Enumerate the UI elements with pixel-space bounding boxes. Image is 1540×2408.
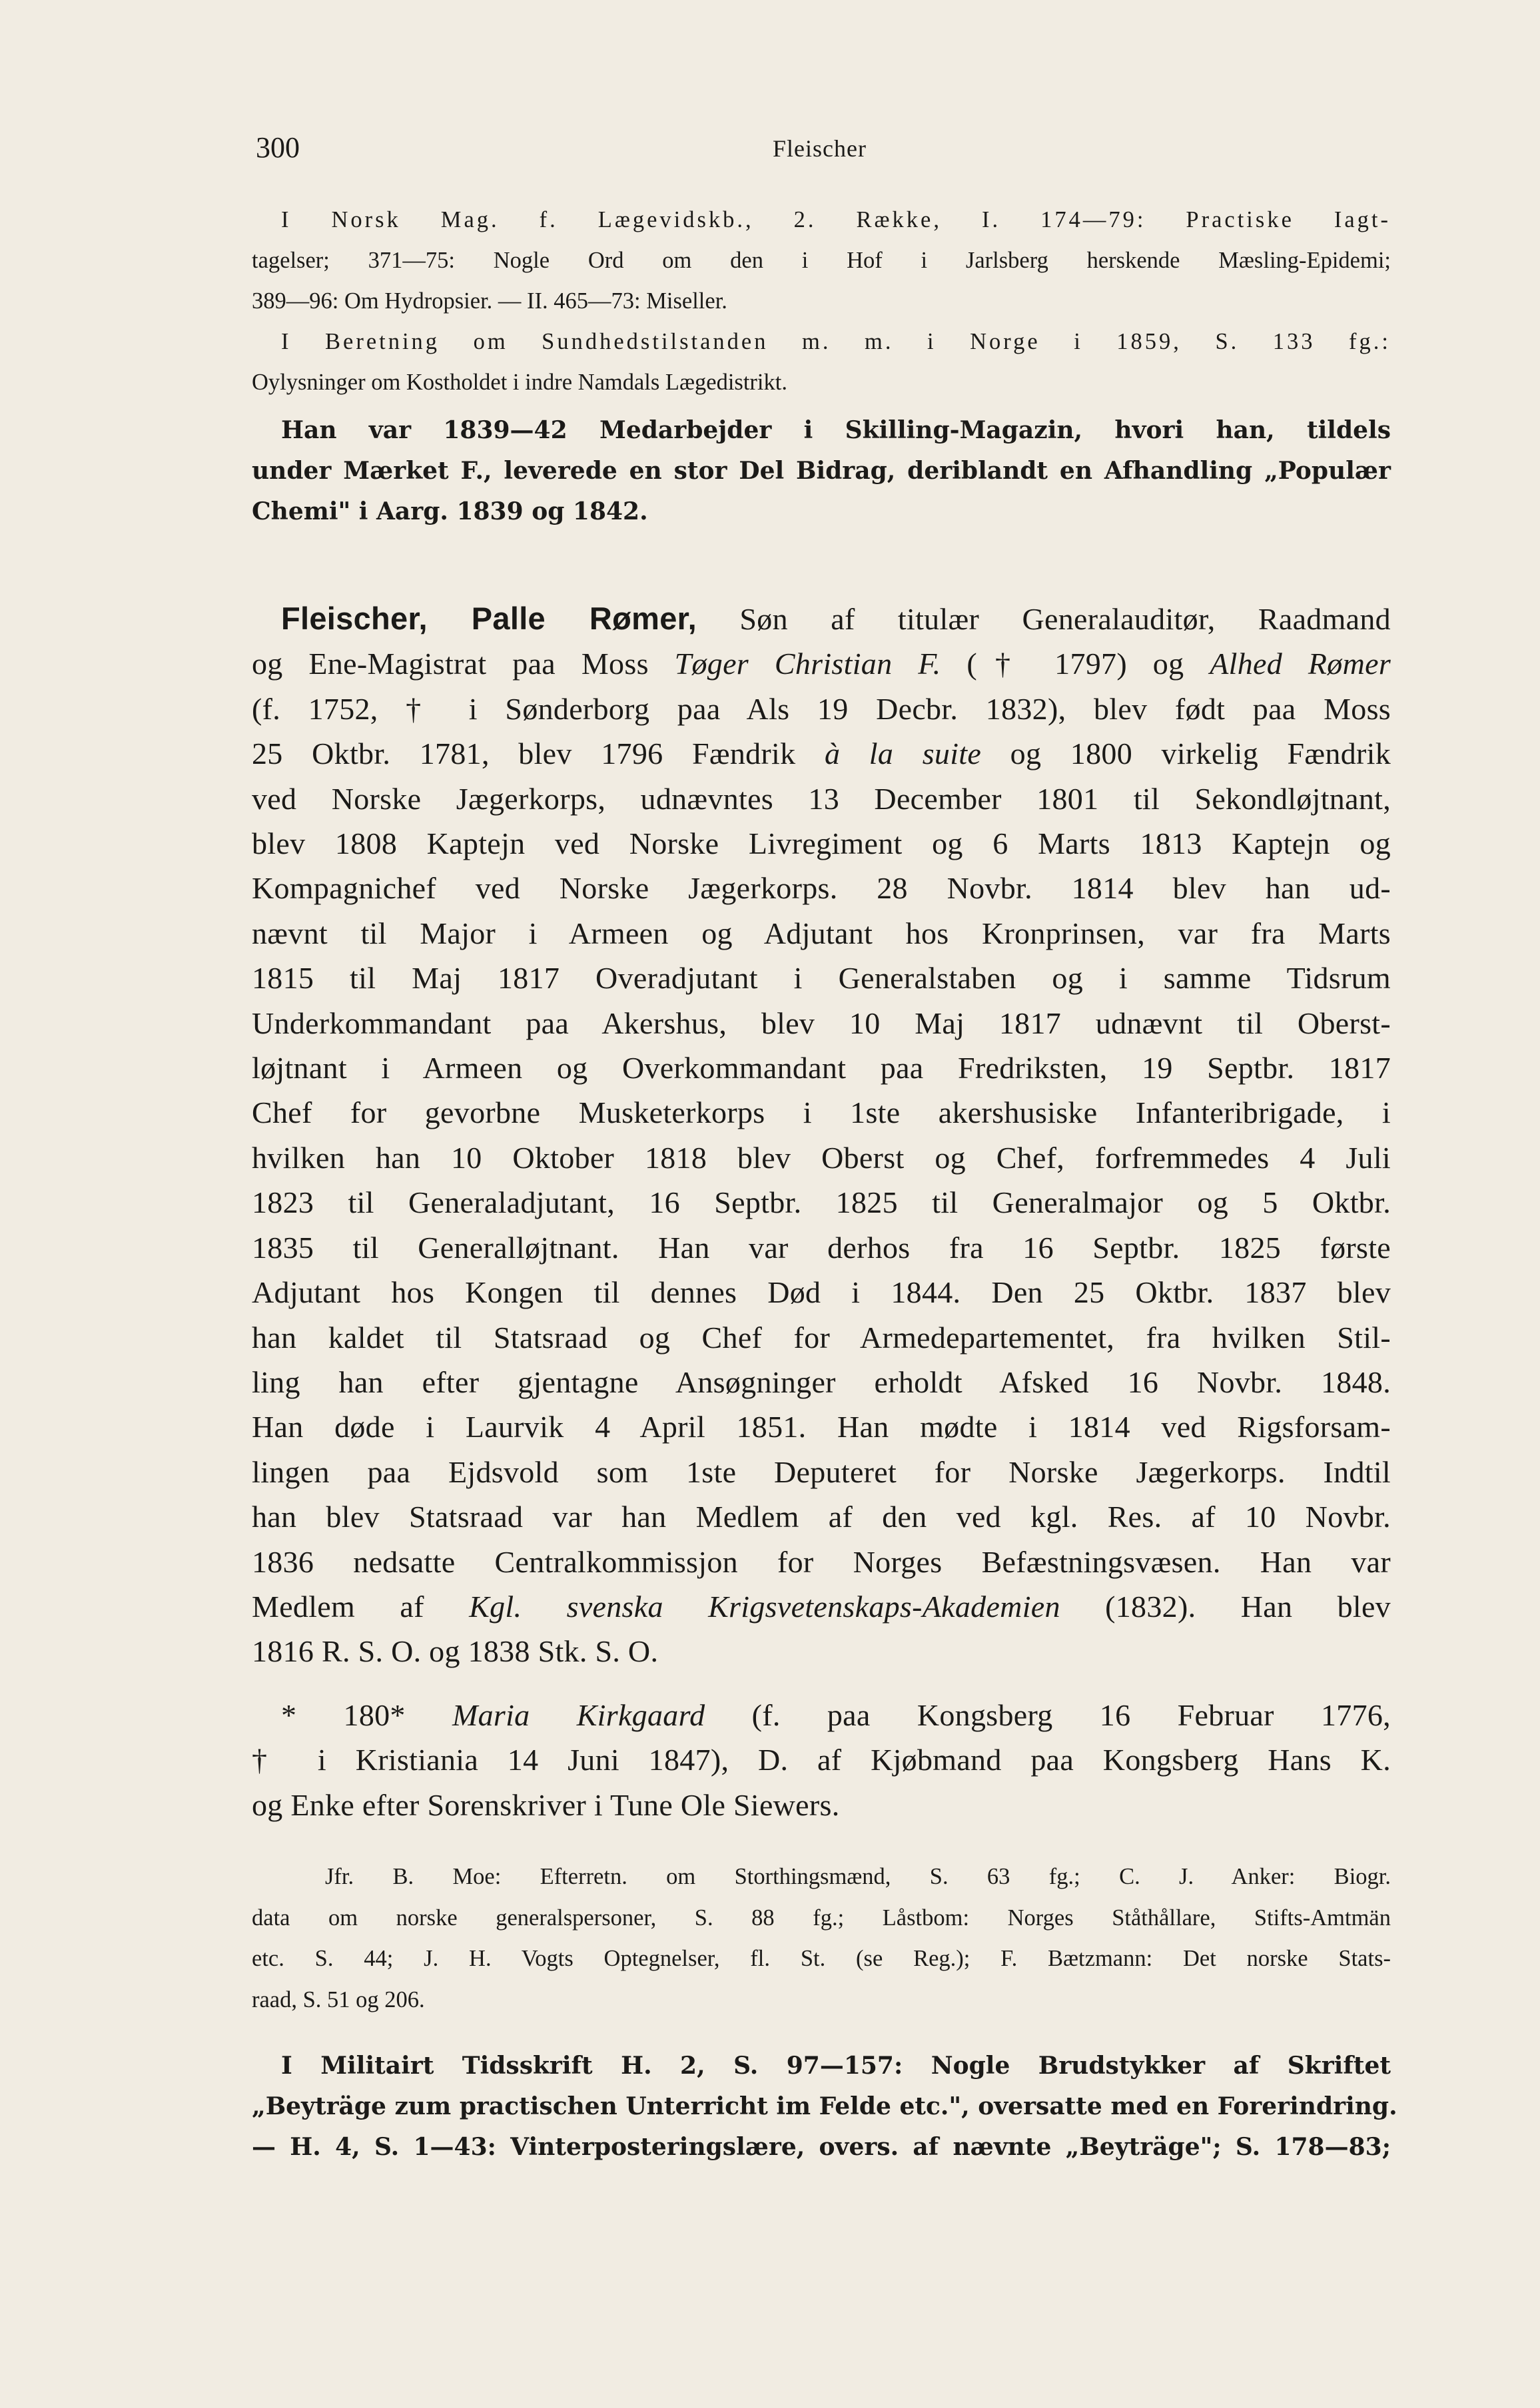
text-line: ved Norske Jægerkorps, udnævntes 13 December 1801 til Sekondløjtnant, (252, 781, 1391, 816)
text-line: 1815 til Maj 1817 Overadjutant i Generalstaben og i samme Tidsrum (252, 961, 1391, 996)
text-line: etc. S. 44; J. H. Vogts Optegnelser, fl. St. (se Reg.); F. Bætzmann: Det norske Stats- (252, 1946, 1391, 1971)
text-line: og Ene-Magistrat paa Moss Tøger Christian F. († 1797) og Alhed Rømer (252, 647, 1391, 681)
text-line: Underkommandant paa Akershus, blev 10 Maj 1817 udnævnt til Oberst- (252, 1006, 1391, 1040)
text-line: 25 Oktbr. 1781, blev 1796 Fændrik à la suite og 1800 virkelig Fændrik (252, 737, 1391, 771)
text-line: † i Kristiania 14 Juni 1847), D. af Kjøbmand paa Kongsberg Hans K. (252, 1743, 1391, 1777)
text-line: Kompagnichef ved Norske Jægerkorps. 28 Novbr. 1814 blev han ud- (252, 871, 1391, 906)
text-line: (f. 1752, † i Sønderborg paa Als 19 Decbr. 1832), blev født paa Moss (252, 691, 1391, 726)
text-line: han blev Statsraad var han Medlem af den ved kgl. Res. af 10 Novbr. (252, 1500, 1391, 1534)
text-line: Medlem af Kgl. svenska Krigsvetenskaps-Akademien (1832). Han blev (252, 1589, 1391, 1624)
text-line: I Militairt Tidsskrift H. 2, S. 97—157: Nogle Brudstykker af Skriftet (281, 2052, 1391, 2080)
text-line: lingen paa Ejdsvold som 1ste Deputeret for Norske Jægerkorps. Indtil (252, 1454, 1391, 1489)
biography-entry (252, 596, 1391, 1674)
text-line: hvilken han 10 Oktober 1818 blev Oberst og Chef, forfremmedes 4 Juli (252, 1140, 1391, 1175)
text-line: blev 1808 Kaptejn ved Norske Livregiment og 6 Marts 1813 Kaptejn og (252, 826, 1391, 861)
entry-lemma: Fleischer, Palle Rømer, (281, 601, 697, 636)
fraktur-bottom-paragraph (252, 2046, 1397, 2168)
text-line: Oylysninger om Kostholdet i indre Namdals Lægedistrikt. (252, 370, 787, 395)
running-title: Fleischer (773, 135, 867, 162)
text-line: I Beretning om Sundhedstilstanden m. m. i Norge i 1859, S. 133 fg.: (281, 329, 1391, 354)
text-line: Chef for gevorbne Musketerkorps i 1ste akershusiske Infanteribrigade, i (252, 1095, 1391, 1130)
text-line: under Mærket F., leverede en stor Del Bidrag, deriblandt en Afhandling „Populær (252, 457, 1391, 485)
text-line: Han var 1839—42 Medarbejder i Skilling-Magazin, hvori han, tildels (281, 416, 1391, 444)
text-line: „Beyträge zum practischen Unterricht im Felde etc.", oversatte med en Forerindring. (252, 2092, 1397, 2120)
page-header (256, 131, 1401, 170)
text-line: 1823 til Generaladjutant, 16 Septbr. 1825 til Generalmajor og 5 Oktbr. (252, 1185, 1391, 1220)
text-line: data om norske generalspersoner, S. 88 fg.; Låstbom: Norges Ståthållare, Stifts-Amtmän (252, 1905, 1391, 1931)
text-line: nævnt til Major i Armeen og Adjutant hos Kronprinsen, var fra Marts (252, 916, 1391, 950)
top-bibliography (252, 200, 1391, 403)
text-line: Fleischer, Palle Rømer, Søn af titulær Generalauditør, Raadmand (281, 601, 1391, 636)
fraktur-paragraph (252, 410, 1391, 532)
spouse-name: Maria Kirkgaard (452, 1698, 705, 1732)
text-line: og Enke efter Sorenskriver i Tune Ole Siewers. (252, 1787, 840, 1822)
academy-name: Kgl. svenska Krigsvetenskaps-Akademien (469, 1589, 1060, 1624)
text-line: Jfr. B. Moe: Efterretn. om Storthingsmænd, S. 63 fg.; C. J. Anker: Biogr. (325, 1864, 1391, 1889)
text-line: ling han efter gjentagne Ansøgninger erholdt Afsked 16 Novbr. 1848. (252, 1364, 1391, 1399)
text-line: Adjutant hos Kongen til dennes Død i 1844. Den 25 Oktbr. 1837 blev (252, 1275, 1391, 1310)
text-line: raad, S. 51 og 206. (252, 1986, 425, 2012)
text-line: han kaldet til Statsraad og Chef for Armedepartementet, fra hvilken Stil- (252, 1320, 1391, 1354)
father-name: Tøger Christian F. (674, 647, 941, 681)
text-line: 389—96: Om Hydropsier. — II. 465—73: Miseller. (252, 288, 727, 314)
text-line: — H. 4, S. 1—43: Vinterposteringslære, overs. af nævnte „Beyträge"; S. 178—83; (252, 2133, 1391, 2161)
text-line: Han døde i Laurvik 4 April 1851. Han mødte i 1814 ved Rigsforsam- (252, 1410, 1391, 1444)
sources-note (252, 1857, 1391, 2020)
marriage-paragraph (252, 1693, 1391, 1827)
text-line: Chemi" i Aarg. 1839 og 1842. (252, 497, 648, 525)
text-line: løjtnant i Armeen og Overkommandant paa Fredriksten, 19 Septbr. 1817 (252, 1051, 1391, 1085)
text-line: 1835 til Generalløjtnant. Han var derhos fra 16 Septbr. 1825 første (252, 1230, 1391, 1265)
page-number: 300 (256, 131, 300, 164)
text-line: 1836 nedsatte Centralkommissjon for Norges Befæstningsvæsen. Han var (252, 1544, 1391, 1579)
text-line: tagelser; 371—75: Nogle Ord om den i Hof i Jarlsberg herskende Mæsling-Epidemi; (252, 248, 1391, 273)
mother-name: Alhed Rømer (1210, 647, 1391, 681)
text-line: 1816 R. S. O. og 1838 Stk. S. O. (252, 1634, 659, 1669)
text-line: * 180* Maria Kirkgaard (f. paa Kongsberg 16 Februar 1776, (281, 1698, 1391, 1732)
text-line: I Norsk Mag. f. Lægevidskb., 2. Række, I. 174—79: Practiske Iagt- (281, 207, 1391, 232)
